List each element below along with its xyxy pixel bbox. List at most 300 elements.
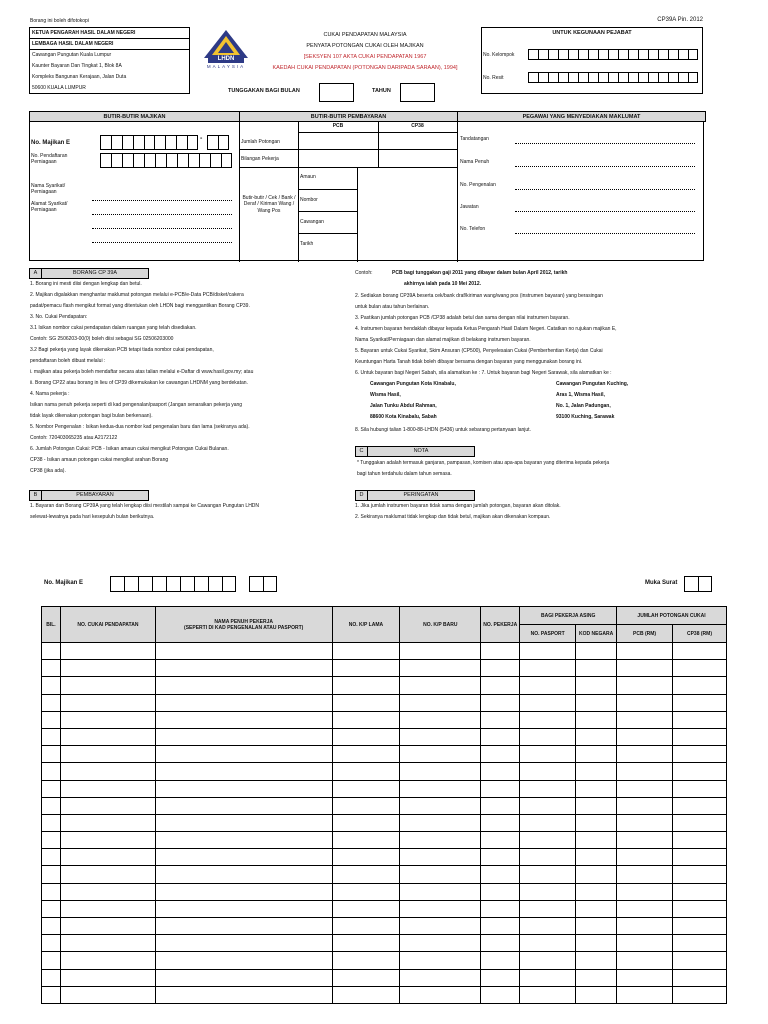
table-cell[interactable] bbox=[60, 643, 155, 660]
employee-count-label: Bilangan Pekerja bbox=[241, 156, 279, 162]
table-cell[interactable] bbox=[520, 969, 576, 986]
example-label: Contoh: bbox=[355, 270, 373, 276]
table-cell[interactable] bbox=[42, 918, 61, 935]
table-cell[interactable] bbox=[520, 780, 576, 797]
table-cell[interactable] bbox=[400, 952, 481, 969]
address-line-6: 50600 KUALA LUMPUR bbox=[32, 85, 86, 91]
example-text bbox=[392, 270, 567, 292]
table-cell[interactable] bbox=[520, 883, 576, 900]
table-cell[interactable] bbox=[42, 660, 61, 677]
table-cell[interactable] bbox=[481, 694, 520, 711]
company-name-line[interactable] bbox=[92, 200, 232, 201]
payment-section-title: BUTIR-BUTIR PEMBAYARAN bbox=[239, 111, 458, 122]
receipt-number-boxes[interactable] bbox=[528, 72, 698, 83]
section-d-tag bbox=[355, 490, 475, 501]
date-label: Tarikh bbox=[300, 241, 314, 247]
table-cell[interactable] bbox=[332, 814, 400, 831]
table-cell[interactable] bbox=[617, 797, 673, 814]
employer-no-dash: - bbox=[200, 135, 203, 142]
table-cell[interactable] bbox=[60, 694, 155, 711]
table-cell[interactable] bbox=[42, 814, 61, 831]
table-row bbox=[42, 763, 727, 780]
address-line-5: Kompleks Bangunan Kerajaan, Jalan Duta bbox=[32, 74, 127, 80]
table-row bbox=[42, 883, 727, 900]
table-cell[interactable] bbox=[520, 797, 576, 814]
employer-no-boxes[interactable] bbox=[100, 135, 198, 150]
address-line-b[interactable] bbox=[92, 228, 232, 229]
col-pcb: PCB (RM) bbox=[617, 625, 673, 643]
table-row bbox=[42, 969, 727, 986]
table-cell[interactable] bbox=[520, 832, 576, 849]
table-cell[interactable] bbox=[42, 763, 61, 780]
signature-line[interactable] bbox=[515, 143, 695, 144]
a-line: 1. Borang ini mesti diisi dengan lengkap dan betul. bbox=[30, 281, 142, 287]
table-cell[interactable] bbox=[155, 711, 332, 728]
table-cell[interactable] bbox=[576, 711, 617, 728]
table-cell[interactable] bbox=[481, 849, 520, 866]
table-cell[interactable] bbox=[400, 986, 481, 1003]
table-cell[interactable] bbox=[576, 746, 617, 763]
table-cell[interactable] bbox=[42, 952, 61, 969]
table-cell[interactable] bbox=[155, 918, 332, 935]
table-cell[interactable] bbox=[673, 763, 727, 780]
table-cell[interactable] bbox=[673, 643, 727, 660]
table-cell[interactable] bbox=[576, 849, 617, 866]
table-cell[interactable] bbox=[332, 969, 400, 986]
table-cell[interactable] bbox=[673, 832, 727, 849]
instrument-label: Butir-butir / Cek / Bank / Deraf / Kiriman Wang / Wang Pos bbox=[242, 195, 296, 214]
sarawak-address bbox=[556, 381, 628, 425]
details-panel bbox=[29, 111, 704, 261]
table-cell[interactable] bbox=[42, 694, 61, 711]
lhdn-logo bbox=[198, 28, 254, 68]
table-cell[interactable] bbox=[155, 763, 332, 780]
table-cell[interactable] bbox=[42, 832, 61, 849]
table-row bbox=[42, 780, 727, 797]
table-cell[interactable] bbox=[576, 780, 617, 797]
table-cell[interactable] bbox=[400, 935, 481, 952]
table-cell[interactable] bbox=[520, 814, 576, 831]
table-row bbox=[42, 746, 727, 763]
table-cell[interactable] bbox=[155, 746, 332, 763]
table-cell[interactable] bbox=[60, 763, 155, 780]
table-cell[interactable] bbox=[617, 969, 673, 986]
table-cell[interactable] bbox=[617, 935, 673, 952]
col-total-group: JUMLAH POTONGAN CUKAI bbox=[617, 607, 727, 625]
table-cell[interactable] bbox=[60, 918, 155, 935]
table-row bbox=[42, 814, 727, 831]
a-line: padat/pemacu flash mengikut format yang ditentukan oleh LHDN bagi menggantikan Borang CP39. bbox=[30, 303, 250, 309]
table-cell[interactable] bbox=[520, 677, 576, 694]
arrears-month-label: TUNGGAKAN BAGI BULAN bbox=[228, 88, 300, 94]
example-line: PCB bagi tunggakan gaji 2011 yang dibayar dalam bulan April 2012, tarikh bbox=[392, 270, 568, 276]
a-line: 2. Majikan digalakkan menghantar maklumat potongan melalui e-PCB/e-Data PCB/disket/cakera bbox=[30, 292, 244, 298]
address-line-c[interactable] bbox=[92, 242, 232, 243]
table-cell[interactable] bbox=[673, 728, 727, 745]
table-cell[interactable] bbox=[332, 746, 400, 763]
table-cell[interactable] bbox=[155, 986, 332, 1003]
table-cell[interactable] bbox=[155, 866, 332, 883]
full-name-line[interactable] bbox=[515, 166, 695, 167]
table-cell[interactable] bbox=[42, 728, 61, 745]
a-line: Isikan nama penuh pekerja seperti di kad pengenalan/pasport (Jangan senaraikan pekerja yang bbox=[30, 402, 243, 408]
table-cell[interactable] bbox=[673, 935, 727, 952]
table-cell[interactable] bbox=[576, 866, 617, 883]
amount-label: Amaun bbox=[300, 174, 316, 180]
section-c-tag bbox=[355, 446, 475, 457]
table-cell[interactable] bbox=[42, 935, 61, 952]
table-cell[interactable] bbox=[576, 900, 617, 917]
table-cell[interactable] bbox=[332, 986, 400, 1003]
table-cell[interactable] bbox=[520, 935, 576, 952]
table-cell[interactable] bbox=[42, 986, 61, 1003]
right-line: 4. Instrumen bayaran hendaklah dibayar kepada Ketua Pengarah Hasil Dalam Negeri. Catatkan no rujukan majikan E, bbox=[355, 326, 617, 332]
table-cell[interactable] bbox=[42, 969, 61, 986]
table-cell[interactable] bbox=[481, 986, 520, 1003]
table-cell[interactable] bbox=[60, 969, 155, 986]
table-cell[interactable] bbox=[155, 832, 332, 849]
listing-employer-no-boxes[interactable] bbox=[110, 576, 240, 592]
table-cell[interactable] bbox=[332, 883, 400, 900]
table-cell[interactable] bbox=[60, 780, 155, 797]
table-cell[interactable] bbox=[42, 883, 61, 900]
table-cell[interactable] bbox=[400, 728, 481, 745]
table-cell[interactable] bbox=[42, 643, 61, 660]
employer-check-boxes[interactable] bbox=[207, 135, 229, 150]
table-cell[interactable] bbox=[400, 900, 481, 917]
table-cell[interactable] bbox=[481, 935, 520, 952]
table-cell[interactable] bbox=[673, 883, 727, 900]
table-cell[interactable] bbox=[400, 746, 481, 763]
table-cell[interactable] bbox=[481, 728, 520, 745]
right-line: Keuntungan Harta Tanah tidak boleh dibayar bersama dengan bayaran yang menggunakan borang ini. bbox=[355, 359, 583, 365]
table-cell[interactable] bbox=[155, 952, 332, 969]
table-cell[interactable] bbox=[400, 797, 481, 814]
table-cell[interactable] bbox=[332, 660, 400, 677]
table-cell[interactable] bbox=[617, 986, 673, 1003]
table-cell[interactable] bbox=[520, 660, 576, 677]
office-use-title: UNTUK KEGUNAAN PEJABAT bbox=[552, 30, 632, 36]
year-input[interactable] bbox=[400, 83, 435, 102]
table-cell[interactable] bbox=[60, 814, 155, 831]
table-cell[interactable] bbox=[60, 728, 155, 745]
table-cell[interactable] bbox=[617, 694, 673, 711]
table-cell[interactable] bbox=[617, 849, 673, 866]
group-number-boxes[interactable] bbox=[528, 49, 698, 60]
position-label: Jawatan bbox=[460, 204, 479, 210]
address-box bbox=[29, 27, 190, 94]
table-cell[interactable] bbox=[673, 900, 727, 917]
table-cell[interactable] bbox=[42, 866, 61, 883]
table-cell[interactable] bbox=[155, 814, 332, 831]
table-cell[interactable] bbox=[617, 711, 673, 728]
number-label: Nombor bbox=[300, 197, 318, 203]
table-cell[interactable] bbox=[617, 660, 673, 677]
id-line[interactable] bbox=[515, 189, 695, 190]
table-row bbox=[42, 677, 727, 694]
col-foreign-group: BAGI PEKERJA ASING bbox=[520, 607, 617, 625]
table-cell[interactable] bbox=[520, 643, 576, 660]
red-line-1: [SEKSYEN 107 AKTA CUKAI PENDAPATAN 1967 bbox=[303, 54, 427, 60]
table-cell[interactable] bbox=[155, 883, 332, 900]
a-line: 3. No. Cukai Pendapatan: bbox=[30, 314, 88, 320]
table-cell[interactable] bbox=[155, 677, 332, 694]
table-cell[interactable] bbox=[332, 677, 400, 694]
table-cell[interactable] bbox=[332, 866, 400, 883]
position-line[interactable] bbox=[515, 211, 695, 212]
table-cell[interactable] bbox=[60, 832, 155, 849]
table-cell[interactable] bbox=[576, 883, 617, 900]
section-a-text bbox=[30, 281, 253, 479]
table-cell[interactable] bbox=[60, 711, 155, 728]
table-cell[interactable] bbox=[155, 728, 332, 745]
table-cell[interactable] bbox=[520, 763, 576, 780]
arrears-month-input[interactable] bbox=[319, 83, 354, 102]
table-cell[interactable] bbox=[332, 797, 400, 814]
employer-no-label: No. Majikan E bbox=[31, 140, 71, 146]
form-code: CP39A Pin. 2012 bbox=[657, 17, 703, 23]
table-cell[interactable] bbox=[481, 866, 520, 883]
table-cell[interactable] bbox=[617, 728, 673, 745]
table-cell[interactable] bbox=[400, 969, 481, 986]
table-cell[interactable] bbox=[673, 660, 727, 677]
table-cell[interactable] bbox=[520, 900, 576, 917]
table-cell[interactable] bbox=[60, 746, 155, 763]
table-cell[interactable] bbox=[155, 660, 332, 677]
table-cell[interactable] bbox=[673, 694, 727, 711]
table-cell[interactable] bbox=[520, 746, 576, 763]
table-row bbox=[42, 694, 727, 711]
table-cell[interactable] bbox=[481, 763, 520, 780]
table-cell[interactable] bbox=[617, 814, 673, 831]
table-cell[interactable] bbox=[673, 797, 727, 814]
table-row bbox=[42, 952, 727, 969]
table-cell[interactable] bbox=[481, 814, 520, 831]
table-cell[interactable] bbox=[400, 763, 481, 780]
page-number-boxes[interactable] bbox=[684, 576, 712, 592]
table-cell[interactable] bbox=[481, 918, 520, 935]
table-cell[interactable] bbox=[576, 832, 617, 849]
table-cell[interactable] bbox=[332, 918, 400, 935]
company-address-label: Alamat Syarikat/ Perniagaan bbox=[31, 201, 68, 214]
table-cell[interactable] bbox=[60, 952, 155, 969]
table-cell[interactable] bbox=[520, 694, 576, 711]
employee-table bbox=[41, 606, 727, 1004]
table-cell[interactable] bbox=[617, 677, 673, 694]
table-cell[interactable] bbox=[42, 900, 61, 917]
table-cell[interactable] bbox=[617, 643, 673, 660]
table-cell[interactable] bbox=[400, 866, 481, 883]
table-cell[interactable] bbox=[60, 900, 155, 917]
table-cell[interactable] bbox=[673, 952, 727, 969]
table-row bbox=[42, 986, 727, 1003]
table-cell[interactable] bbox=[576, 797, 617, 814]
table-cell[interactable] bbox=[332, 763, 400, 780]
a-line: 5. Nombor Pengenalan : Isikan kedua-dua nombor kad pengenalan baru dan lama (sekiranya ada). bbox=[30, 424, 250, 430]
table-cell[interactable] bbox=[576, 677, 617, 694]
table-cell[interactable] bbox=[576, 643, 617, 660]
table-cell[interactable] bbox=[576, 918, 617, 935]
table-cell[interactable] bbox=[60, 660, 155, 677]
table-cell[interactable] bbox=[673, 746, 727, 763]
registration-boxes[interactable] bbox=[100, 153, 232, 168]
table-cell[interactable] bbox=[576, 814, 617, 831]
table-cell[interactable] bbox=[42, 746, 61, 763]
section-b-letter: B bbox=[30, 491, 42, 500]
branch-label: Cawangan bbox=[300, 219, 324, 225]
address-line-1: KETUA PENGARAH HASIL DALAM NEGERI bbox=[32, 30, 136, 36]
table-cell[interactable] bbox=[576, 986, 617, 1003]
section-b-title: PEMBAYARAN bbox=[76, 492, 114, 498]
table-cell[interactable] bbox=[673, 780, 727, 797]
table-cell[interactable] bbox=[520, 849, 576, 866]
table-cell[interactable] bbox=[60, 849, 155, 866]
table-cell[interactable] bbox=[481, 746, 520, 763]
table-cell[interactable] bbox=[481, 883, 520, 900]
table-cell[interactable] bbox=[60, 797, 155, 814]
table-cell[interactable] bbox=[576, 935, 617, 952]
note-line: bagi tahun terdahulu dalam tahun semasa. bbox=[357, 471, 452, 477]
phone-line[interactable] bbox=[515, 233, 695, 234]
table-cell[interactable] bbox=[481, 900, 520, 917]
sarawak-line: Aras 1, Wisma Hasil, bbox=[556, 392, 605, 398]
table-cell[interactable] bbox=[673, 986, 727, 1003]
table-cell[interactable] bbox=[332, 780, 400, 797]
table-cell[interactable] bbox=[332, 643, 400, 660]
table-cell[interactable] bbox=[617, 918, 673, 935]
table-cell[interactable] bbox=[520, 986, 576, 1003]
table-cell[interactable] bbox=[617, 780, 673, 797]
table-cell[interactable] bbox=[42, 780, 61, 797]
table-cell[interactable] bbox=[617, 746, 673, 763]
table-cell[interactable] bbox=[520, 952, 576, 969]
table-cell[interactable] bbox=[332, 694, 400, 711]
table-cell[interactable] bbox=[673, 969, 727, 986]
company-name-label: Nama Syarikat/ Perniagaan bbox=[31, 183, 66, 196]
table-cell[interactable] bbox=[481, 643, 520, 660]
table-cell[interactable] bbox=[400, 814, 481, 831]
table-cell[interactable] bbox=[400, 780, 481, 797]
table-cell[interactable] bbox=[155, 780, 332, 797]
table-cell[interactable] bbox=[520, 918, 576, 935]
table-cell[interactable] bbox=[576, 694, 617, 711]
table-cell[interactable] bbox=[42, 677, 61, 694]
table-cell[interactable] bbox=[617, 832, 673, 849]
table-cell[interactable] bbox=[576, 952, 617, 969]
employee-table-body bbox=[42, 643, 727, 1004]
table-cell[interactable] bbox=[400, 883, 481, 900]
table-cell[interactable] bbox=[481, 677, 520, 694]
table-cell[interactable] bbox=[576, 660, 617, 677]
col-emp-no: NO. PEKERJA bbox=[481, 607, 520, 643]
registration-label: No. Pendaftaran Perniagaan bbox=[31, 153, 68, 166]
table-cell[interactable] bbox=[400, 849, 481, 866]
table-cell[interactable] bbox=[155, 900, 332, 917]
address-line-a[interactable] bbox=[92, 214, 232, 215]
table-cell[interactable] bbox=[520, 866, 576, 883]
table-cell[interactable] bbox=[332, 900, 400, 917]
table-cell[interactable] bbox=[332, 952, 400, 969]
table-cell[interactable] bbox=[332, 935, 400, 952]
table-cell[interactable] bbox=[332, 728, 400, 745]
table-cell[interactable] bbox=[617, 883, 673, 900]
table-cell[interactable] bbox=[400, 832, 481, 849]
table-cell[interactable] bbox=[481, 969, 520, 986]
table-cell[interactable] bbox=[673, 918, 727, 935]
table-cell[interactable] bbox=[155, 849, 332, 866]
table-cell[interactable] bbox=[481, 952, 520, 969]
table-cell[interactable] bbox=[400, 643, 481, 660]
table-cell[interactable] bbox=[520, 711, 576, 728]
table-cell[interactable] bbox=[155, 694, 332, 711]
table-cell[interactable] bbox=[673, 849, 727, 866]
table-cell[interactable] bbox=[60, 677, 155, 694]
a-line: CP38 - Isikan amaun potongan cukai mengikut arahan Borang bbox=[30, 457, 169, 463]
right-instructions bbox=[355, 293, 617, 381]
table-cell[interactable] bbox=[42, 797, 61, 814]
table-cell[interactable] bbox=[155, 969, 332, 986]
col-old-ic: NO. K/P LAMA bbox=[332, 607, 400, 643]
table-cell[interactable] bbox=[576, 969, 617, 986]
table-cell[interactable] bbox=[332, 849, 400, 866]
table-cell[interactable] bbox=[60, 883, 155, 900]
table-cell[interactable] bbox=[481, 711, 520, 728]
table-cell[interactable] bbox=[332, 711, 400, 728]
table-cell[interactable] bbox=[155, 643, 332, 660]
table-cell[interactable] bbox=[60, 866, 155, 883]
table-cell[interactable] bbox=[520, 728, 576, 745]
cp38-col-label: CP38 bbox=[411, 123, 424, 129]
a-line: tidak layak dikenakan potongan bagi bulan berkenaan). bbox=[30, 413, 153, 419]
table-cell[interactable] bbox=[617, 900, 673, 917]
table-row bbox=[42, 660, 727, 677]
table-cell[interactable] bbox=[400, 660, 481, 677]
phone-label: No. Telefon bbox=[460, 226, 486, 232]
table-cell[interactable] bbox=[481, 660, 520, 677]
table-cell[interactable] bbox=[576, 763, 617, 780]
table-cell[interactable] bbox=[400, 918, 481, 935]
table-cell[interactable] bbox=[617, 952, 673, 969]
table-cell[interactable] bbox=[400, 677, 481, 694]
listing-check-boxes[interactable] bbox=[249, 576, 277, 592]
table-cell[interactable] bbox=[155, 935, 332, 952]
table-cell[interactable] bbox=[60, 935, 155, 952]
col-new-ic: NO. K/P BARU bbox=[400, 607, 481, 643]
table-cell[interactable] bbox=[673, 814, 727, 831]
table-cell[interactable] bbox=[60, 986, 155, 1003]
right-line: 2. Sediakan borang CP39A beserta cek/bank draf/kiriman wang/wang pos (instrumen bayaran) yang berasingan bbox=[355, 293, 603, 299]
photocopy-note: Borang ini boleh difotokopi bbox=[30, 18, 89, 24]
table-cell[interactable] bbox=[332, 832, 400, 849]
table-cell[interactable] bbox=[617, 866, 673, 883]
table-cell[interactable] bbox=[481, 797, 520, 814]
table-cell[interactable] bbox=[481, 832, 520, 849]
table-cell[interactable] bbox=[673, 866, 727, 883]
table-cell[interactable] bbox=[42, 711, 61, 728]
table-cell[interactable] bbox=[673, 711, 727, 728]
table-cell[interactable] bbox=[481, 780, 520, 797]
a-line: 4. Nama pekerja : bbox=[30, 391, 70, 397]
table-cell[interactable] bbox=[617, 763, 673, 780]
table-cell[interactable] bbox=[42, 849, 61, 866]
section-a-tag bbox=[29, 268, 149, 279]
table-row bbox=[42, 728, 727, 745]
table-cell[interactable] bbox=[155, 797, 332, 814]
table-cell[interactable] bbox=[673, 677, 727, 694]
table-cell[interactable] bbox=[400, 711, 481, 728]
table-cell[interactable] bbox=[576, 728, 617, 745]
table-cell[interactable] bbox=[400, 694, 481, 711]
